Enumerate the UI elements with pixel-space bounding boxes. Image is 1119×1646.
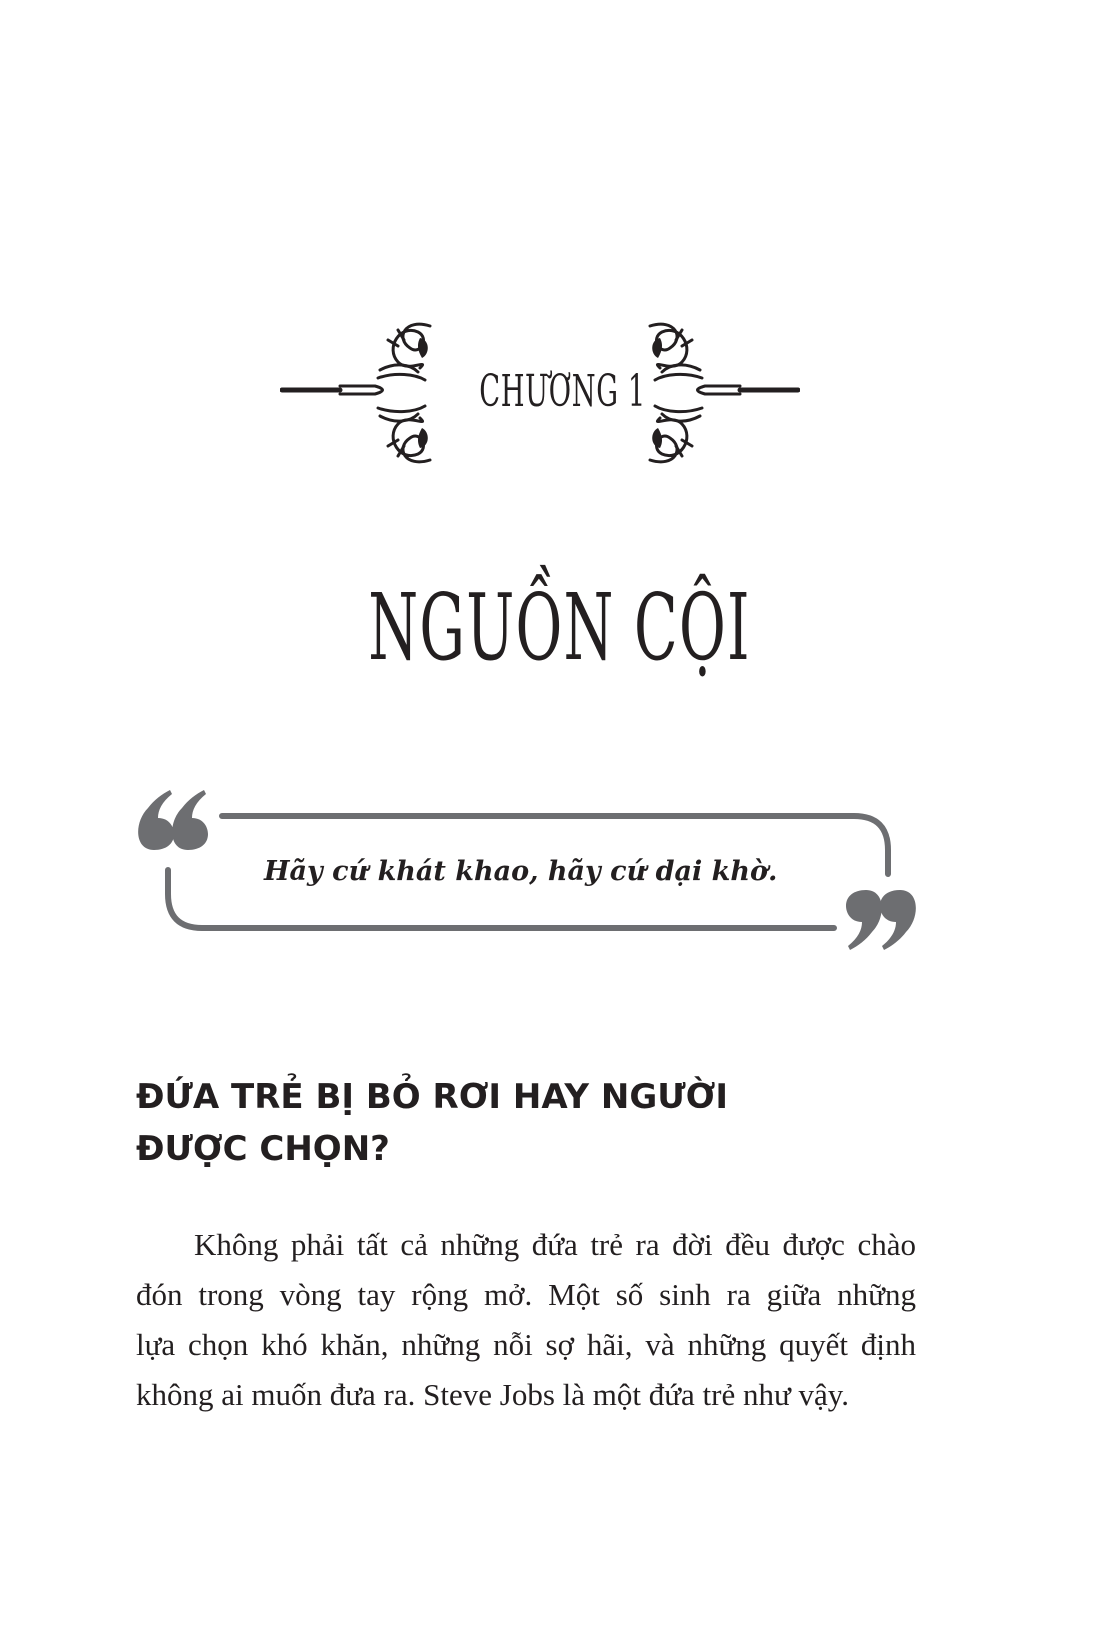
chapter-number: CHƯƠNG 1 [479,366,646,417]
paragraph-line: không ai muốn đưa ra. Steve Jobs là một đứa trẻ như vậy. [136,1377,850,1412]
left-flourish-ornament [280,318,450,468]
chapter-title: NGUỒN CỘI [368,574,751,681]
paragraph-line: lựa chọn khó khăn, những nỗi sợ hãi, và những quyết định [136,1327,916,1362]
paragraph-line: Không phải tất cả những đứa trẻ ra đời đều được chào [194,1227,916,1262]
right-flourish-ornament [630,318,800,468]
quote-text: Hãy cứ khát khao, hãy cứ dại khờ. [264,856,778,887]
body-paragraph [136,1220,916,1420]
paragraph-line: đón trong vòng tay rộng mở. Một số sinh ra giữa những [136,1277,916,1312]
open-quote-icon [138,790,208,850]
section-heading-line-1: ĐỨA TRẺ BỊ BỎ RƠI HAY NGƯỜI [136,1077,728,1117]
chapter-header [280,318,800,468]
close-quote-icon [846,890,916,950]
epigraph-quote [136,790,926,970]
section-heading-line-2: ĐƯỢC CHỌN? [136,1129,390,1169]
section-heading [136,1071,916,1175]
